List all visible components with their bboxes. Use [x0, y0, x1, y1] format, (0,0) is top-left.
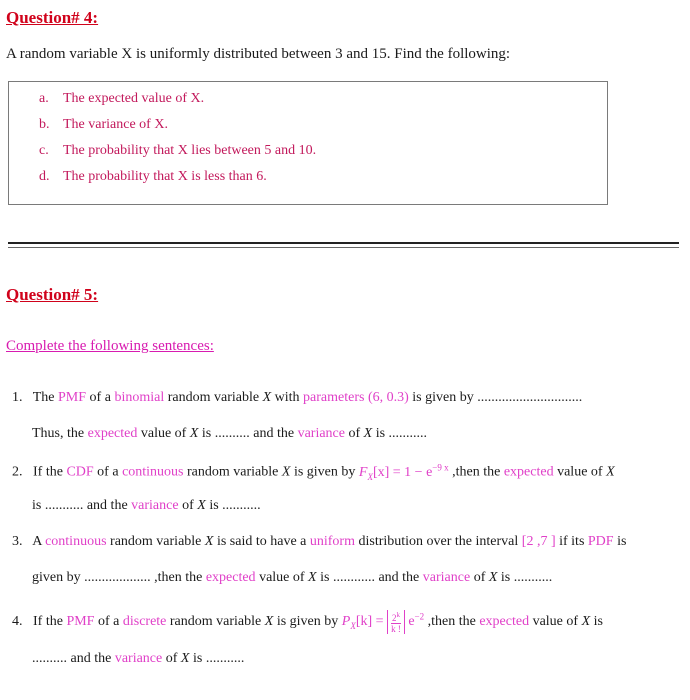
text: random variable — [169, 614, 262, 630]
sentence-2-line-2 — [32, 498, 261, 514]
variable-x: X — [264, 614, 274, 630]
divider — [8, 242, 679, 244]
item-text: The variance of X. — [63, 117, 168, 132]
formula-exponent: −2 — [414, 611, 425, 622]
item-label: b. — [39, 117, 50, 132]
text: Thus, the — [32, 426, 85, 441]
formula-subscript: X — [367, 471, 373, 482]
item-text: The probability that X is less than 6. — [63, 169, 267, 184]
item-text: The expected value of X. — [63, 91, 205, 106]
formula-subscript: X — [350, 621, 356, 632]
pmf-formula — [341, 611, 425, 634]
text: given by ................... ,then the — [32, 570, 203, 585]
sentence-1-line-1 — [12, 390, 582, 406]
list-item — [39, 143, 316, 159]
text: is ........... and the — [32, 498, 128, 513]
text: random variable — [187, 464, 279, 480]
term-expected: expected — [205, 570, 256, 585]
sentence-2-line-1 — [12, 462, 615, 481]
question-5-subheading: Complete the following sentences: — [6, 338, 214, 354]
text: is given by — [276, 614, 339, 630]
term-interval: [2 ,7 ] — [521, 534, 556, 549]
text: of a — [89, 390, 111, 405]
text: is ........... — [375, 426, 428, 441]
text: is given by — [293, 464, 356, 480]
text: is given by .............................. — [412, 390, 583, 405]
term-expected: expected — [503, 464, 554, 480]
formula-fraction: $\frac{2^k}{k !}$ — [387, 610, 405, 634]
sentence-4-line-1 — [12, 610, 603, 634]
text: ,then the — [427, 614, 476, 630]
text: is — [593, 614, 603, 630]
term-variance: variance — [114, 651, 163, 666]
variable-x: X — [197, 498, 206, 513]
variable-x: X — [262, 390, 272, 405]
formula-e: e — [408, 614, 415, 630]
text: The — [32, 390, 55, 405]
question-4-heading: Question# 4: — [6, 8, 99, 27]
text: of a — [97, 614, 120, 630]
text: random variable — [167, 390, 260, 405]
sentence-number: 3. — [12, 534, 23, 549]
list-item — [39, 117, 168, 133]
list-item — [39, 91, 204, 107]
text: is ........... — [500, 570, 553, 585]
text: .......... and the — [32, 651, 112, 666]
variable-x: X — [308, 570, 317, 585]
item-label: c. — [39, 143, 49, 158]
variable-x: X — [281, 464, 291, 480]
variable-x: X — [606, 464, 615, 480]
text: of — [182, 498, 194, 513]
text: of — [348, 426, 361, 441]
text: value of — [140, 426, 187, 441]
formula-body: [x] = 1 − e — [372, 464, 433, 480]
variable-x: X — [204, 534, 214, 549]
variable-x: X — [189, 426, 199, 441]
term-expected: expected — [87, 426, 138, 441]
text: is ........... — [192, 651, 245, 666]
text: with — [274, 390, 300, 405]
sentence-number: 4. — [12, 614, 23, 630]
term-variance: variance — [422, 570, 471, 585]
term-cdf: CDF — [66, 464, 94, 480]
formula-symbol: F — [358, 464, 368, 480]
sentence-number: 1. — [12, 390, 23, 405]
item-text: The probability that X lies between 5 and 10. — [63, 143, 317, 158]
formula-body: [k] = — [355, 614, 384, 630]
term-continuous: continuous — [122, 464, 184, 480]
item-label: a. — [39, 91, 49, 106]
sentence-1-line-2 — [32, 426, 427, 442]
text: if its — [559, 534, 585, 549]
variable-x: X — [581, 614, 591, 630]
text: is ........... — [209, 498, 261, 513]
text: If the — [33, 464, 63, 480]
question-4-items-box — [8, 81, 608, 205]
text: If the — [33, 614, 63, 630]
text: value of — [532, 614, 579, 630]
text: of — [473, 570, 486, 585]
text: of a — [97, 464, 119, 480]
term-expected: expected — [479, 614, 530, 630]
term-binomial: binomial — [114, 390, 165, 405]
text: is — [617, 534, 627, 549]
text: of — [165, 651, 178, 666]
text: is .......... and the — [201, 426, 295, 441]
formula-symbol: P — [341, 614, 351, 630]
text: value of — [557, 464, 603, 480]
text: ,then the — [452, 464, 501, 480]
sentence-3-line-2 — [32, 570, 552, 586]
divider — [8, 247, 679, 248]
text: random variable — [110, 534, 202, 549]
question-4-intro: A random variable X is uniformly distributed between 3 and 15. Find the following: — [6, 46, 511, 62]
variable-x: X — [363, 426, 373, 441]
term-uniform: uniform — [309, 534, 355, 549]
formula-exponent: −9 x — [432, 462, 449, 472]
term-pmf: PMF — [58, 390, 87, 405]
sentence-4-line-2 — [32, 651, 244, 667]
sentence-number: 2. — [12, 464, 23, 480]
list-item — [39, 169, 267, 185]
term-continuous: continuous — [45, 534, 107, 549]
term-discrete: discrete — [122, 614, 167, 630]
term-variance: variance — [297, 426, 345, 441]
text: distribution over the interval — [358, 534, 519, 549]
variable-x: X — [488, 570, 498, 585]
term-parameters: parameters (6, 0.3) — [303, 390, 409, 405]
text: value of — [259, 570, 305, 585]
term-pmf: PMF — [66, 614, 95, 630]
text: is said to have a — [216, 534, 307, 549]
term-variance: variance — [131, 498, 179, 513]
term-pdf: PDF — [587, 534, 614, 549]
text: is ............ and the — [320, 570, 420, 585]
cdf-formula — [358, 462, 449, 482]
question-5-heading: Question# 5: — [6, 285, 99, 304]
text: A — [32, 534, 42, 549]
sentence-3-line-1 — [12, 534, 626, 550]
variable-x: X — [180, 651, 190, 666]
item-label: d. — [39, 169, 50, 184]
